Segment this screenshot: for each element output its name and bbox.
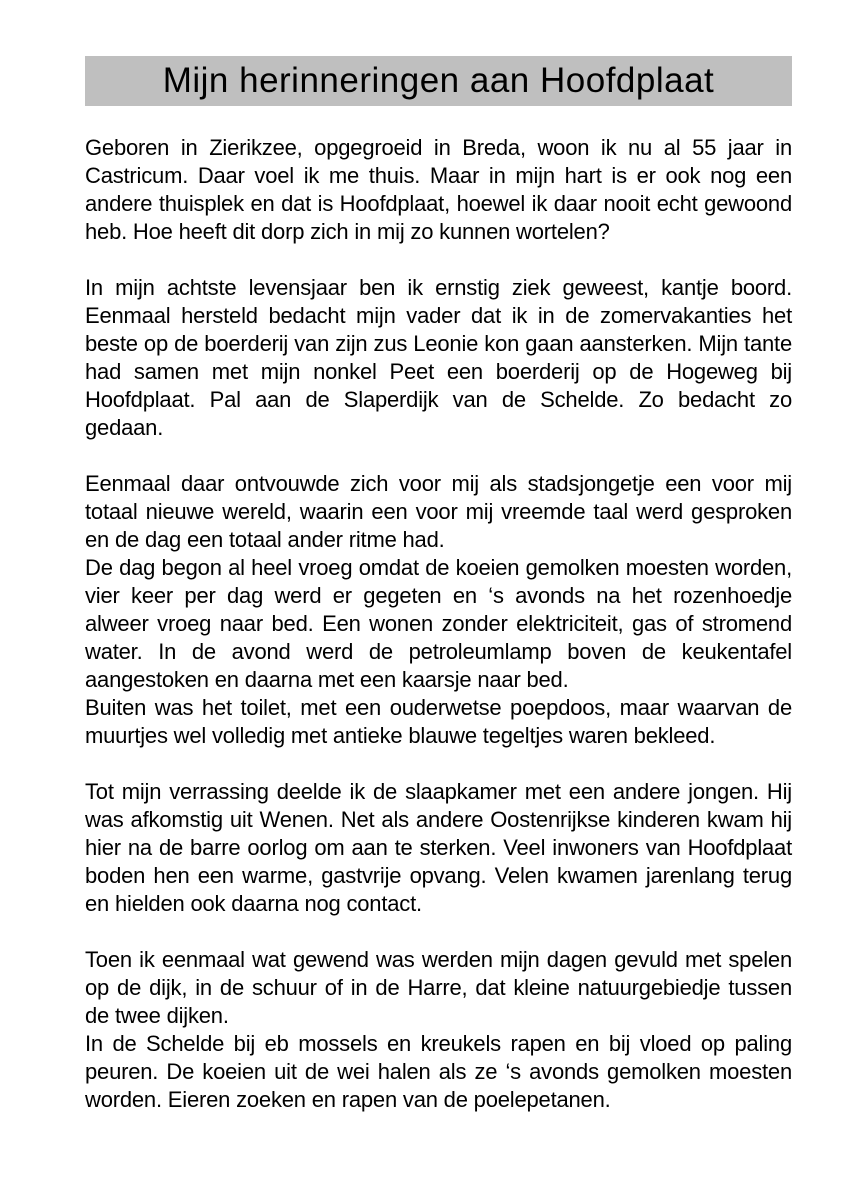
paragraph-block-1	[85, 134, 792, 246]
paragraph-block-2	[85, 274, 792, 442]
paragraph: In de Schelde bij eb mossels en kreukels rapen en bij vloed op paling peuren. De koeien uit de wei halen als ze ‘s avonds gemolken moesten worden. Eieren zoeken en rapen van de poelepetanen.	[85, 1031, 792, 1112]
document-body	[85, 134, 792, 1114]
paragraph-block-3	[85, 470, 792, 750]
paragraph: De dag begon al heel vroeg omdat de koeien gemolken moesten worden, vier keer per dag werd er gegeten en ‘s avonds na het rozenhoedje alweer vroeg naar bed. Een wonen zonder elektriciteit, gas of stromend water. In de avond werd de petroleumlamp boven de keukentafel aangestoken en daarna met een kaarsje naar bed.	[85, 555, 792, 692]
paragraph-block-5	[85, 946, 792, 1114]
title-banner	[85, 56, 792, 106]
paragraph-block-4	[85, 778, 792, 918]
paragraph: Toen ik eenmaal wat gewend was werden mijn dagen gevuld met spelen op de dijk, in de schuur of in de Harre, dat kleine natuurgebiedje tussen de twee dijken.	[85, 947, 792, 1028]
paragraph: Eenmaal daar ontvouwde zich voor mij als stadsjongetje een voor mij totaal nieuwe wereld, waarin een voor mij vreemde taal werd gesproken en de dag een totaal ander ritme had.	[85, 471, 792, 552]
paragraph: Buiten was het toilet, met een ouderwetse poepdoos, maar waarvan de muurtjes wel volledig met antieke blauwe tegeltjes waren bekleed.	[85, 695, 792, 748]
paragraph: In mijn achtste levensjaar ben ik ernstig ziek geweest, kantje boord. Eenmaal hersteld bedacht mijn vader dat ik in de zomervakanties het beste op de boerderij van zijn zus Leonie kon gaan aansterken. Mijn tante had samen met mijn nonkel Peet een boerderij op de Hogeweg bij Hoofdplaat. Pal aan de Slaperdijk van de Schelde. Zo bedacht zo gedaan.	[85, 275, 792, 440]
paragraph: Tot mijn verrassing deelde ik de slaapkamer met een andere jongen. Hij was afkomstig uit Wenen. Net als andere Oostenrijkse kinderen kwam hij hier na de barre oorlog om aan te sterken. Veel inwoners van Hoofdplaat boden hen een warme, gastvrije opvang. Velen kwamen jarenlang terug en hielden ook daarna nog contact.	[85, 779, 792, 916]
page-title: Mijn herinneringen aan Hoofdplaat	[162, 61, 715, 100]
paragraph: Geboren in Zierikzee, opgegroeid in Breda, woon ik nu al 55 jaar in Castricum. Daar voel ik me thuis. Maar in mijn hart is er ook nog een andere thuisplek en dat is Hoofdplaat, hoewel ik daar nooit echt gewoond heb. Hoe heeft dit dorp zich in mij zo kunnen wortelen?	[85, 135, 792, 244]
